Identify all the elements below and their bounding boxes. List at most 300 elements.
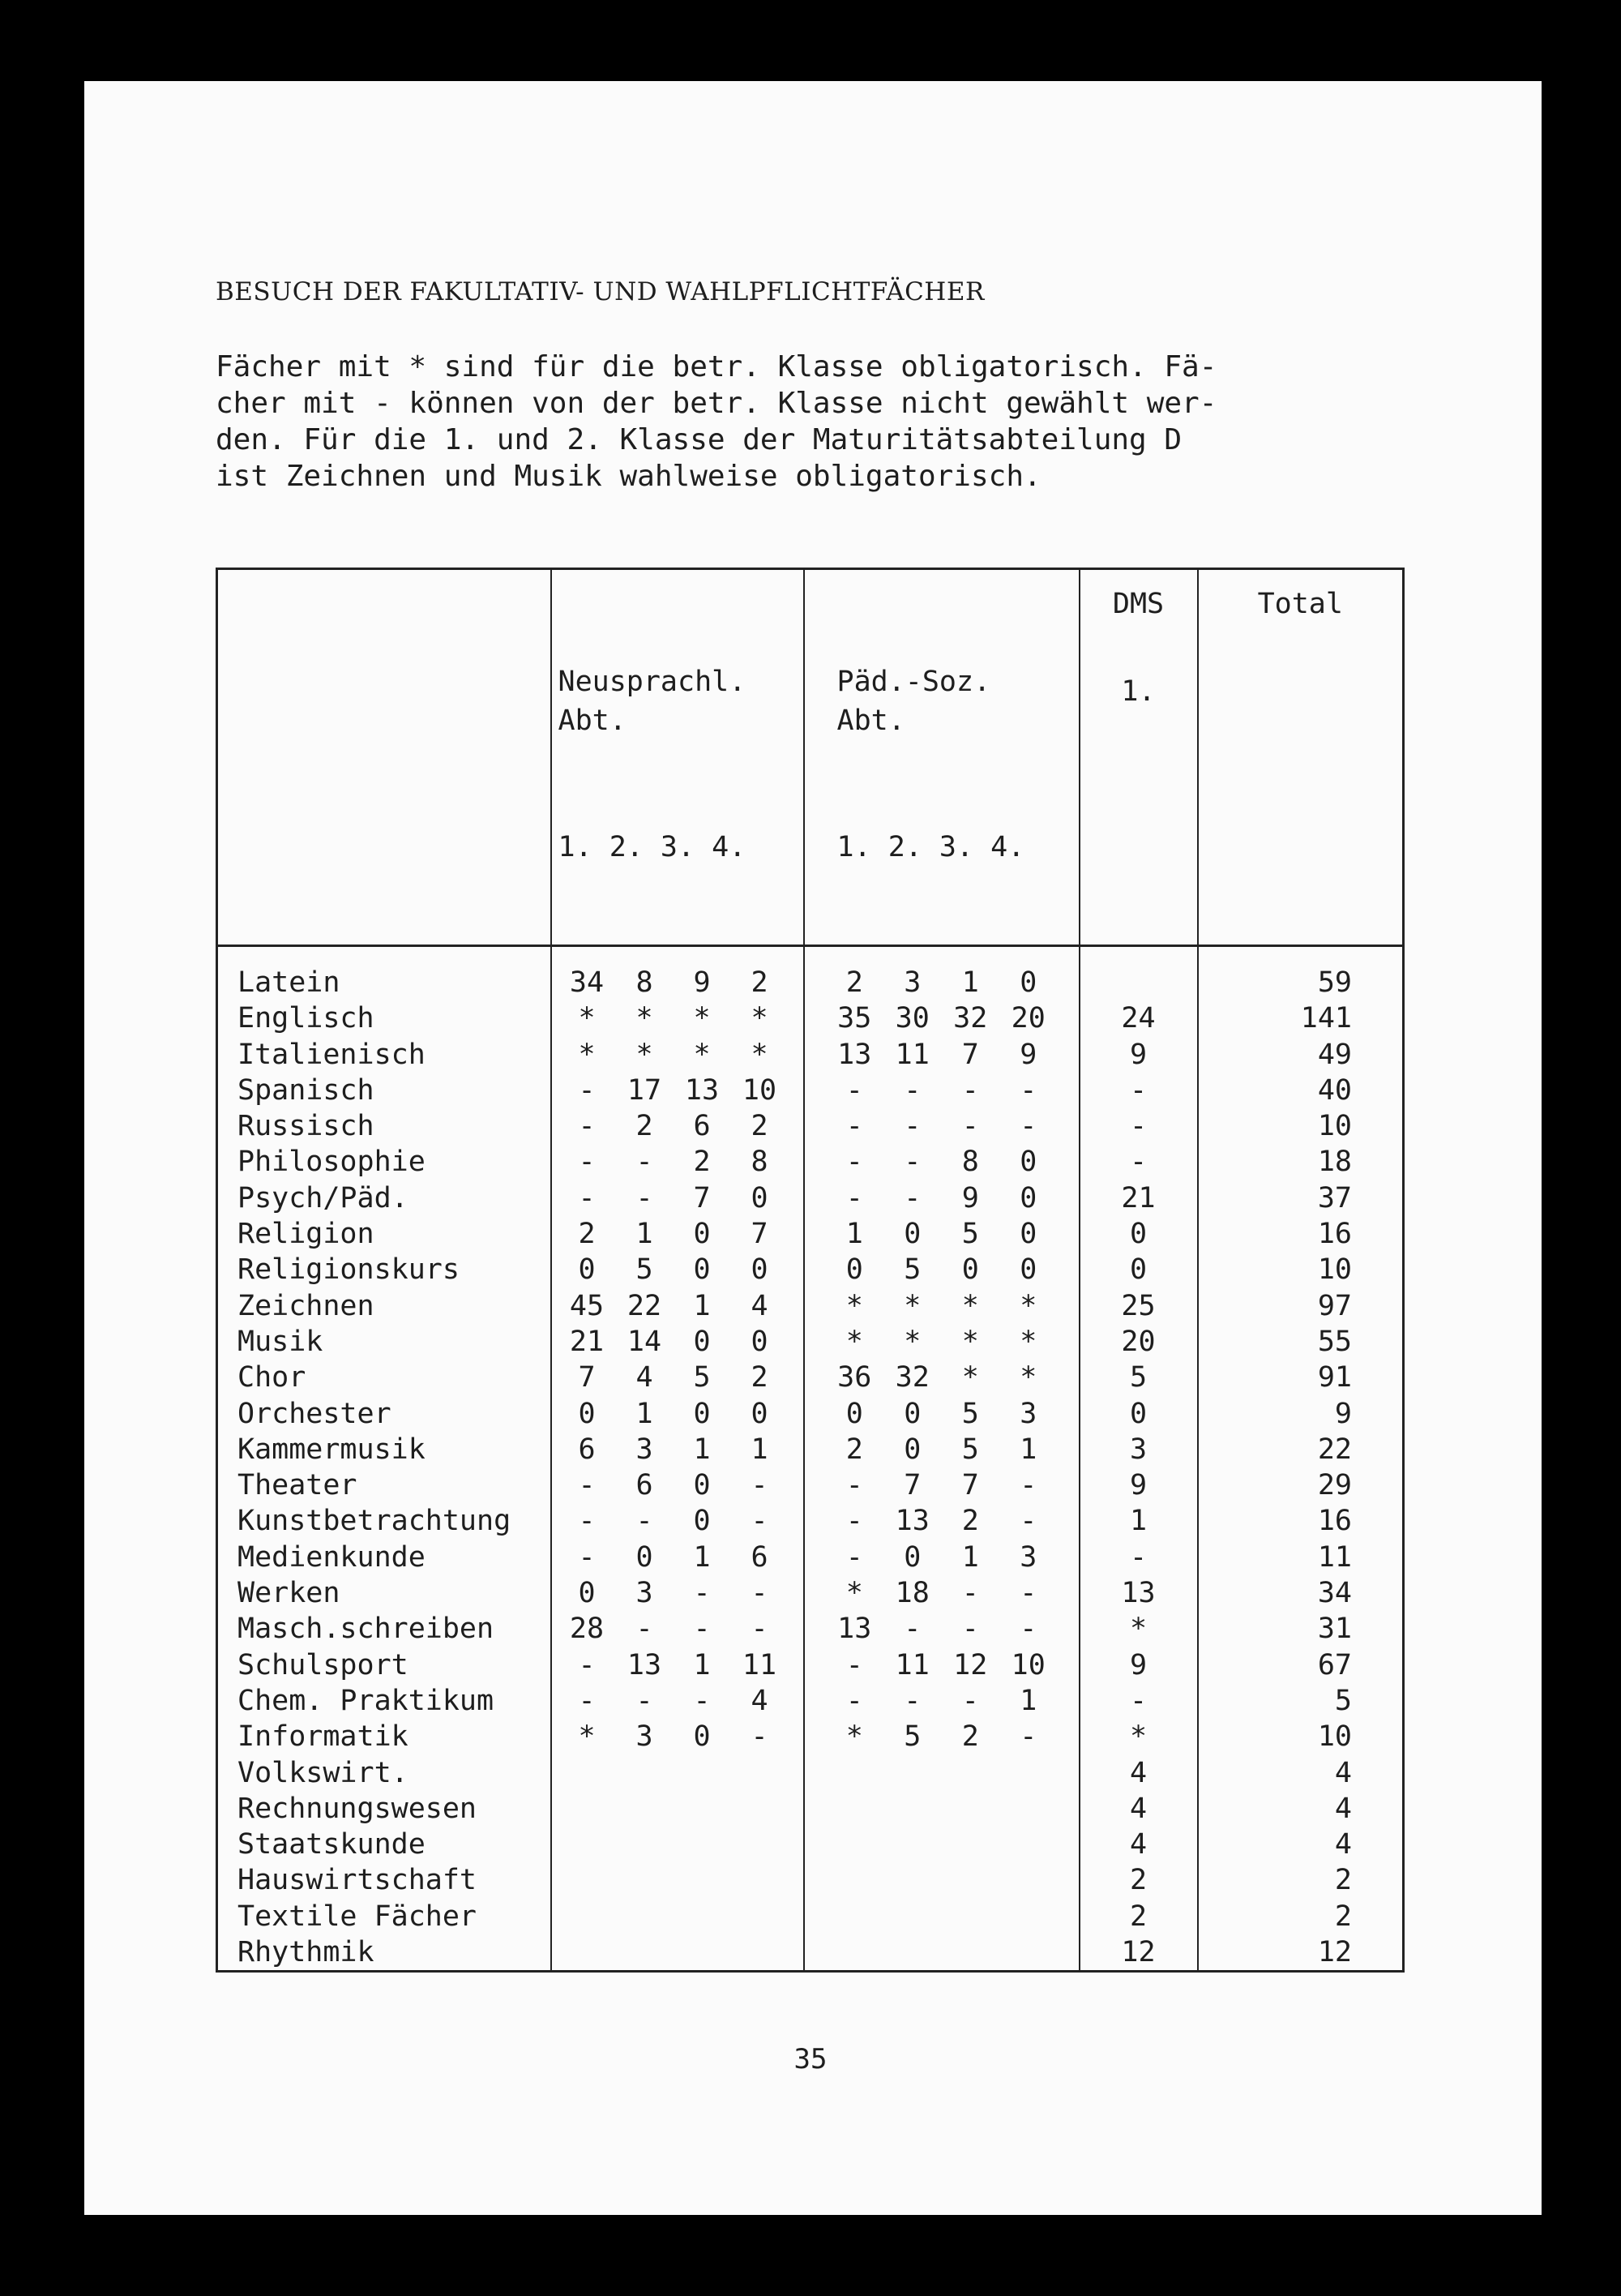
- table-cell: 45: [569, 1289, 605, 1322]
- table-cell: [558, 1755, 616, 1791]
- subject-name: Italienisch: [237, 1038, 426, 1071]
- neusprachl-values: [558, 1360, 789, 1395]
- table-cell: [883, 1827, 942, 1862]
- intro-paragraph: [216, 349, 1391, 495]
- table-cell: [999, 1755, 1058, 1791]
- subject-name: Musik: [237, 1325, 323, 1358]
- table-cell: 0: [1020, 966, 1037, 999]
- table-cell: [674, 1899, 731, 1934]
- paed-values: [826, 1827, 1058, 1862]
- paed-values: [826, 1467, 1058, 1503]
- table-cell: -: [845, 1469, 863, 1502]
- subject-name: Rhythmik: [237, 1936, 374, 1969]
- table-cell: *: [961, 1361, 979, 1394]
- total-value: 5: [1334, 1684, 1352, 1717]
- table-cell: -: [578, 1146, 596, 1179]
- subject-name: Psych/Päd.: [237, 1181, 408, 1214]
- table-cell: 1: [693, 1289, 711, 1322]
- neusprachl-values: [558, 1180, 789, 1216]
- table-cell: 3: [635, 1577, 653, 1610]
- table-cell: 6: [635, 1469, 653, 1502]
- table-cell: 7: [961, 1038, 979, 1071]
- table-cell: *: [904, 1325, 922, 1358]
- neusprachl-values: [558, 1000, 789, 1036]
- table-cell: 9: [1020, 1038, 1037, 1071]
- neusprachl-values: [558, 1719, 789, 1754]
- table-cell: [999, 1899, 1058, 1934]
- table-cell: -: [693, 1684, 711, 1717]
- table-cell: -: [904, 1110, 922, 1143]
- table-cell: 34: [569, 966, 605, 999]
- table-cell: *: [961, 1289, 979, 1322]
- header-neusprachl-label: Neusprachl. Abt.: [558, 666, 746, 737]
- subject-name: Chor: [237, 1361, 306, 1394]
- table-cell: [616, 1827, 674, 1862]
- subject-name: Schulsport: [237, 1648, 408, 1681]
- paed-values: [826, 1000, 1058, 1036]
- table-cell: 0: [578, 1397, 596, 1430]
- table-cell: 1: [635, 1218, 653, 1251]
- neusprachl-values: [558, 1324, 789, 1360]
- paed-values: [826, 1540, 1058, 1575]
- page-heading: BESUCH DER FAKULTATIV- UND WAHLPFLICHTFÄCHER: [216, 277, 985, 306]
- table-cell: [558, 1899, 616, 1934]
- table-cell: -: [751, 1505, 768, 1538]
- table-cell: -: [961, 1073, 979, 1107]
- table-cell: -: [693, 1577, 711, 1610]
- table-cell: -: [961, 1684, 979, 1717]
- table-cell: [674, 1755, 731, 1791]
- table-cell: 9: [693, 966, 711, 999]
- total-value: 4: [1334, 1828, 1352, 1861]
- table-cell: *: [845, 1720, 863, 1754]
- table-cell: -: [578, 1648, 596, 1681]
- table-cell: 0: [578, 1577, 596, 1610]
- table-cell: *: [1020, 1325, 1037, 1358]
- table-cell: *: [751, 1038, 768, 1071]
- paed-values: [826, 1503, 1058, 1539]
- dms-value: 9: [1129, 1648, 1148, 1681]
- table-cell: 6: [751, 1540, 768, 1574]
- table-cell: [731, 1791, 789, 1827]
- neusprachl-values: [558, 1073, 789, 1108]
- table-cell: 28: [569, 1613, 605, 1646]
- paed-values: [826, 1719, 1058, 1754]
- table-cell: *: [635, 1038, 653, 1071]
- table-cell: [558, 1827, 616, 1862]
- table-cell: [883, 1862, 942, 1898]
- table-cell: [942, 1791, 1000, 1827]
- table-cell: 7: [751, 1218, 768, 1251]
- table-cell: 30: [895, 1002, 930, 1035]
- table-cell: 0: [751, 1325, 768, 1358]
- table-cell: -: [904, 1613, 922, 1646]
- table-cell: 11: [742, 1648, 777, 1681]
- table-cell: -: [751, 1720, 768, 1754]
- table-cell: 8: [751, 1146, 768, 1179]
- total-value: 18: [1317, 1146, 1352, 1179]
- subject-name: Rechnungswesen: [237, 1792, 477, 1825]
- table-cell: [826, 1934, 884, 1970]
- table-cell: 2: [961, 1720, 979, 1754]
- table-cell: [999, 1827, 1058, 1862]
- table-cell: 0: [693, 1469, 711, 1502]
- table-cell: *: [751, 1002, 768, 1035]
- table-cell: [942, 1934, 1000, 1970]
- paed-values: [826, 1037, 1058, 1073]
- table-cell: 0: [635, 1540, 653, 1574]
- table-cell: [674, 1827, 731, 1862]
- subject-name: Hauswirtschaft: [237, 1864, 477, 1897]
- table-cell: -: [1020, 1720, 1037, 1754]
- paed-values: [826, 1288, 1058, 1324]
- subject-name: Kunstbetrachtung: [237, 1505, 511, 1538]
- dms-value: [1080, 965, 1197, 1000]
- intro-line: den. Für die 1. und 2. Klasse der Maturitätsabteilung D: [216, 423, 1183, 456]
- table-cell: 5: [693, 1361, 711, 1394]
- header-dms-label: DMS: [1112, 588, 1165, 620]
- dms-value: -: [1129, 1540, 1148, 1574]
- table-cell: 7: [961, 1469, 979, 1502]
- dms-value: 1: [1129, 1505, 1148, 1538]
- table-cell: [999, 1791, 1058, 1827]
- table-cell: -: [1020, 1577, 1037, 1610]
- header-total: [1198, 569, 1404, 946]
- table-cell: 3: [635, 1433, 653, 1466]
- neusprachl-values: [558, 1037, 789, 1073]
- table-cell: -: [751, 1469, 768, 1502]
- table-cell: 4: [751, 1684, 768, 1717]
- subject-name: Werken: [237, 1577, 340, 1610]
- table-cell: -: [635, 1146, 653, 1179]
- table-cell: [558, 1934, 616, 1970]
- table-cell: [826, 1791, 884, 1827]
- subject-name: Kammermusik: [237, 1433, 426, 1466]
- total-value: 4: [1334, 1756, 1352, 1789]
- table-cell: *: [845, 1577, 863, 1610]
- total-value: 4: [1334, 1792, 1352, 1825]
- table-cell: [731, 1827, 789, 1862]
- header-neusprachl-classes: 1. 2. 3. 4.: [558, 831, 746, 863]
- subject-name: Spanisch: [237, 1073, 374, 1107]
- dms-value: 21: [1121, 1181, 1156, 1214]
- table-cell: [616, 1755, 674, 1791]
- dms-value: 12: [1121, 1936, 1156, 1969]
- table-cell: 0: [904, 1433, 922, 1466]
- neusprachl-values: [558, 1540, 789, 1575]
- table-cell: -: [635, 1684, 653, 1717]
- table-cell: 3: [635, 1720, 653, 1754]
- table-cell: 10: [1011, 1648, 1046, 1681]
- table-cell: [616, 1899, 674, 1934]
- dms-value: 9: [1129, 1038, 1148, 1071]
- table-cell: *: [578, 1002, 596, 1035]
- table-cell: *: [845, 1325, 863, 1358]
- dms-value: 0: [1129, 1218, 1148, 1251]
- table-cell: 1: [751, 1433, 768, 1466]
- table-cell: 2: [961, 1505, 979, 1538]
- header-paed: [804, 569, 1080, 946]
- total-column: [1198, 946, 1404, 1972]
- subject-name: Philosophie: [237, 1146, 426, 1179]
- table-header-row: [217, 569, 1404, 946]
- table-cell: 0: [904, 1218, 922, 1251]
- paed-values: [826, 1647, 1058, 1683]
- table-cell: 6: [578, 1433, 596, 1466]
- neusprachl-values: [558, 1934, 789, 1970]
- table-cell: [616, 1934, 674, 1970]
- table-cell: 13: [684, 1073, 720, 1107]
- dms-value: 24: [1121, 1002, 1156, 1035]
- paed-values: [826, 1108, 1058, 1144]
- header-dms: [1080, 569, 1198, 946]
- subject-name: Russisch: [237, 1110, 374, 1143]
- table-cell: *: [1020, 1361, 1037, 1394]
- table-cell: [883, 1755, 942, 1791]
- table-cell: 0: [1020, 1181, 1037, 1214]
- table-cell: 3: [1020, 1540, 1037, 1574]
- table-cell: [826, 1899, 884, 1934]
- subject-name: Religion: [237, 1218, 374, 1251]
- table-cell: 1: [961, 966, 979, 999]
- dms-value: 4: [1129, 1828, 1148, 1861]
- dms-value: 13: [1121, 1577, 1156, 1610]
- table-cell: 1: [1020, 1684, 1037, 1717]
- table-cell: [942, 1862, 1000, 1898]
- table-cell: *: [578, 1720, 596, 1754]
- table-cell: 2: [751, 1110, 768, 1143]
- table-cell: *: [578, 1038, 596, 1071]
- table-cell: [616, 1862, 674, 1898]
- table-cell: 3: [904, 966, 922, 999]
- subject-name: Chem. Praktikum: [237, 1684, 494, 1717]
- table-cell: 9: [961, 1181, 979, 1214]
- subject-name: Zeichnen: [237, 1289, 374, 1322]
- subject-name: Textile Fächer: [237, 1900, 477, 1933]
- table-cell: [826, 1827, 884, 1862]
- neusprachl-values: [558, 1899, 789, 1934]
- header-subject-cell: [217, 569, 551, 946]
- subject-name: Religionskurs: [237, 1253, 460, 1287]
- table-cell: 0: [578, 1253, 596, 1287]
- table-cell: -: [578, 1469, 596, 1502]
- table-cell: [942, 1755, 1000, 1791]
- table-cell: 0: [693, 1720, 711, 1754]
- table-cell: 10: [742, 1073, 777, 1107]
- table-cell: -: [578, 1540, 596, 1574]
- neusprachl-values: [558, 1503, 789, 1539]
- table-cell: 2: [578, 1218, 596, 1251]
- table-cell: 2: [845, 966, 863, 999]
- neusprachl-values: [558, 1144, 789, 1180]
- neusprachl-values: [558, 1862, 789, 1898]
- table-cell: [616, 1791, 674, 1827]
- table-cell: 5: [904, 1253, 922, 1287]
- total-value: 49: [1317, 1038, 1352, 1071]
- table-cell: -: [1020, 1073, 1037, 1107]
- paed-values: [826, 1575, 1058, 1611]
- neusprachl-values: [558, 1611, 789, 1647]
- table-cell: *: [904, 1289, 922, 1322]
- total-value: 141: [1300, 1002, 1352, 1035]
- dms-value: 3: [1129, 1433, 1148, 1466]
- dms-value: 20: [1121, 1325, 1156, 1358]
- table-cell: -: [904, 1684, 922, 1717]
- paed-values: [826, 965, 1058, 1000]
- paed-values: [826, 1611, 1058, 1647]
- total-value: 16: [1317, 1218, 1352, 1251]
- table-cell: 7: [904, 1469, 922, 1502]
- table-cell: [674, 1791, 731, 1827]
- table-cell: [883, 1899, 942, 1934]
- table-cell: 1: [1020, 1433, 1037, 1466]
- table-cell: 32: [953, 1002, 988, 1035]
- table-cell: 13: [627, 1648, 662, 1681]
- table-cell: -: [635, 1505, 653, 1538]
- paed-values: [826, 1862, 1058, 1898]
- subject-name: Englisch: [237, 1002, 374, 1035]
- table-cell: 0: [845, 1397, 863, 1430]
- dms-value: 5: [1129, 1361, 1148, 1394]
- total-value: 40: [1317, 1073, 1352, 1107]
- dms-value: 0: [1129, 1397, 1148, 1430]
- dms-value: *: [1129, 1613, 1148, 1646]
- table-cell: 0: [751, 1253, 768, 1287]
- table-cell: -: [845, 1146, 863, 1179]
- table-cell: -: [635, 1613, 653, 1646]
- table-cell: 11: [895, 1648, 930, 1681]
- paed-values: [826, 1755, 1058, 1791]
- table-cell: 0: [751, 1181, 768, 1214]
- table-cell: [883, 1791, 942, 1827]
- paed-column: [804, 946, 1080, 1972]
- paed-values: [826, 1899, 1058, 1934]
- table-cell: 4: [635, 1361, 653, 1394]
- table-cell: [674, 1934, 731, 1970]
- page-number: 35: [793, 2043, 828, 2075]
- paed-values: [826, 1432, 1058, 1467]
- paed-values: [826, 1252, 1058, 1287]
- table-cell: 0: [693, 1505, 711, 1538]
- table-cell: -: [751, 1577, 768, 1610]
- table-cell: 21: [569, 1325, 605, 1358]
- total-value: 2: [1334, 1864, 1352, 1897]
- subject-column: [217, 946, 551, 1972]
- neusprachl-values: [558, 1467, 789, 1503]
- intro-line: Fächer mit * sind für die betr. Klasse obligatorisch. Fä-: [216, 350, 1217, 383]
- header-paed-classes: 1. 2. 3. 4.: [836, 831, 1025, 863]
- table-cell: 13: [837, 1038, 872, 1071]
- table-cell: 5: [904, 1720, 922, 1754]
- table-body-row: [217, 946, 1404, 1972]
- table-cell: 22: [627, 1289, 662, 1322]
- dms-value: 4: [1129, 1756, 1148, 1789]
- table-cell: 0: [693, 1253, 711, 1287]
- table-cell: [731, 1899, 789, 1934]
- table-cell: 32: [895, 1361, 930, 1394]
- table-cell: 3: [1020, 1397, 1037, 1430]
- table-cell: -: [693, 1613, 711, 1646]
- subject-name: Orchester: [237, 1397, 391, 1430]
- table-cell: 5: [635, 1253, 653, 1287]
- subject-name: Volkswirt.: [237, 1756, 408, 1789]
- total-value: 97: [1317, 1289, 1352, 1322]
- table-cell: -: [961, 1110, 979, 1143]
- table-cell: -: [845, 1181, 863, 1214]
- total-value: 2: [1334, 1900, 1352, 1933]
- table-cell: 36: [837, 1361, 872, 1394]
- table-cell: 5: [961, 1433, 979, 1466]
- table-cell: -: [578, 1505, 596, 1538]
- table-cell: -: [578, 1684, 596, 1717]
- header-total-label: Total: [1257, 588, 1343, 620]
- total-value: 10: [1317, 1110, 1352, 1143]
- table-cell: 5: [961, 1218, 979, 1251]
- table-cell: 7: [693, 1181, 711, 1214]
- dms-value: -: [1129, 1110, 1148, 1143]
- table-cell: 14: [627, 1325, 662, 1358]
- total-value: 31: [1317, 1613, 1352, 1646]
- table-cell: 5: [961, 1397, 979, 1430]
- table-cell: -: [904, 1181, 922, 1214]
- table-cell: [826, 1862, 884, 1898]
- neusprachl-values: [558, 1683, 789, 1719]
- intro-line: cher mit - können von der betr. Klasse nicht gewählt wer-: [216, 387, 1217, 420]
- table-cell: -: [845, 1110, 863, 1143]
- table-cell: 0: [1020, 1218, 1037, 1251]
- subject-name: Medienkunde: [237, 1540, 426, 1574]
- neusprachl-column: [551, 946, 804, 1972]
- table-cell: 1: [693, 1540, 711, 1574]
- table-cell: 1: [961, 1540, 979, 1574]
- dms-value: -: [1129, 1073, 1148, 1107]
- table-cell: 7: [578, 1361, 596, 1394]
- table-cell: 0: [845, 1253, 863, 1287]
- table-cell: *: [635, 1002, 653, 1035]
- table-cell: 1: [693, 1648, 711, 1681]
- table-cell: -: [578, 1073, 596, 1107]
- table-cell: [674, 1862, 731, 1898]
- neusprachl-values: [558, 1647, 789, 1683]
- table-cell: -: [845, 1684, 863, 1717]
- subject-name: Theater: [237, 1469, 357, 1502]
- table-cell: 17: [627, 1073, 662, 1107]
- table-cell: 13: [895, 1505, 930, 1538]
- subject-name: Latein: [237, 966, 340, 999]
- table-cell: [731, 1755, 789, 1791]
- table-cell: 0: [961, 1253, 979, 1287]
- table-cell: 8: [961, 1146, 979, 1179]
- total-value: 12: [1317, 1936, 1352, 1969]
- table-cell: [558, 1791, 616, 1827]
- table-cell: 0: [904, 1540, 922, 1574]
- paed-values: [826, 1144, 1058, 1180]
- table-cell: -: [1020, 1110, 1037, 1143]
- table-cell: -: [1020, 1613, 1037, 1646]
- total-value: 9: [1334, 1397, 1352, 1430]
- table-cell: 8: [635, 966, 653, 999]
- subject-name: Staatskunde: [237, 1828, 426, 1861]
- table-cell: 20: [1011, 1002, 1046, 1035]
- table-cell: 2: [845, 1433, 863, 1466]
- table-cell: -: [751, 1613, 768, 1646]
- table-cell: 6: [693, 1110, 711, 1143]
- table-cell: -: [845, 1505, 863, 1538]
- table-cell: -: [578, 1181, 596, 1214]
- dms-value: 2: [1129, 1864, 1148, 1897]
- header-dms-classes: 1.: [1121, 675, 1156, 708]
- table-cell: [731, 1934, 789, 1970]
